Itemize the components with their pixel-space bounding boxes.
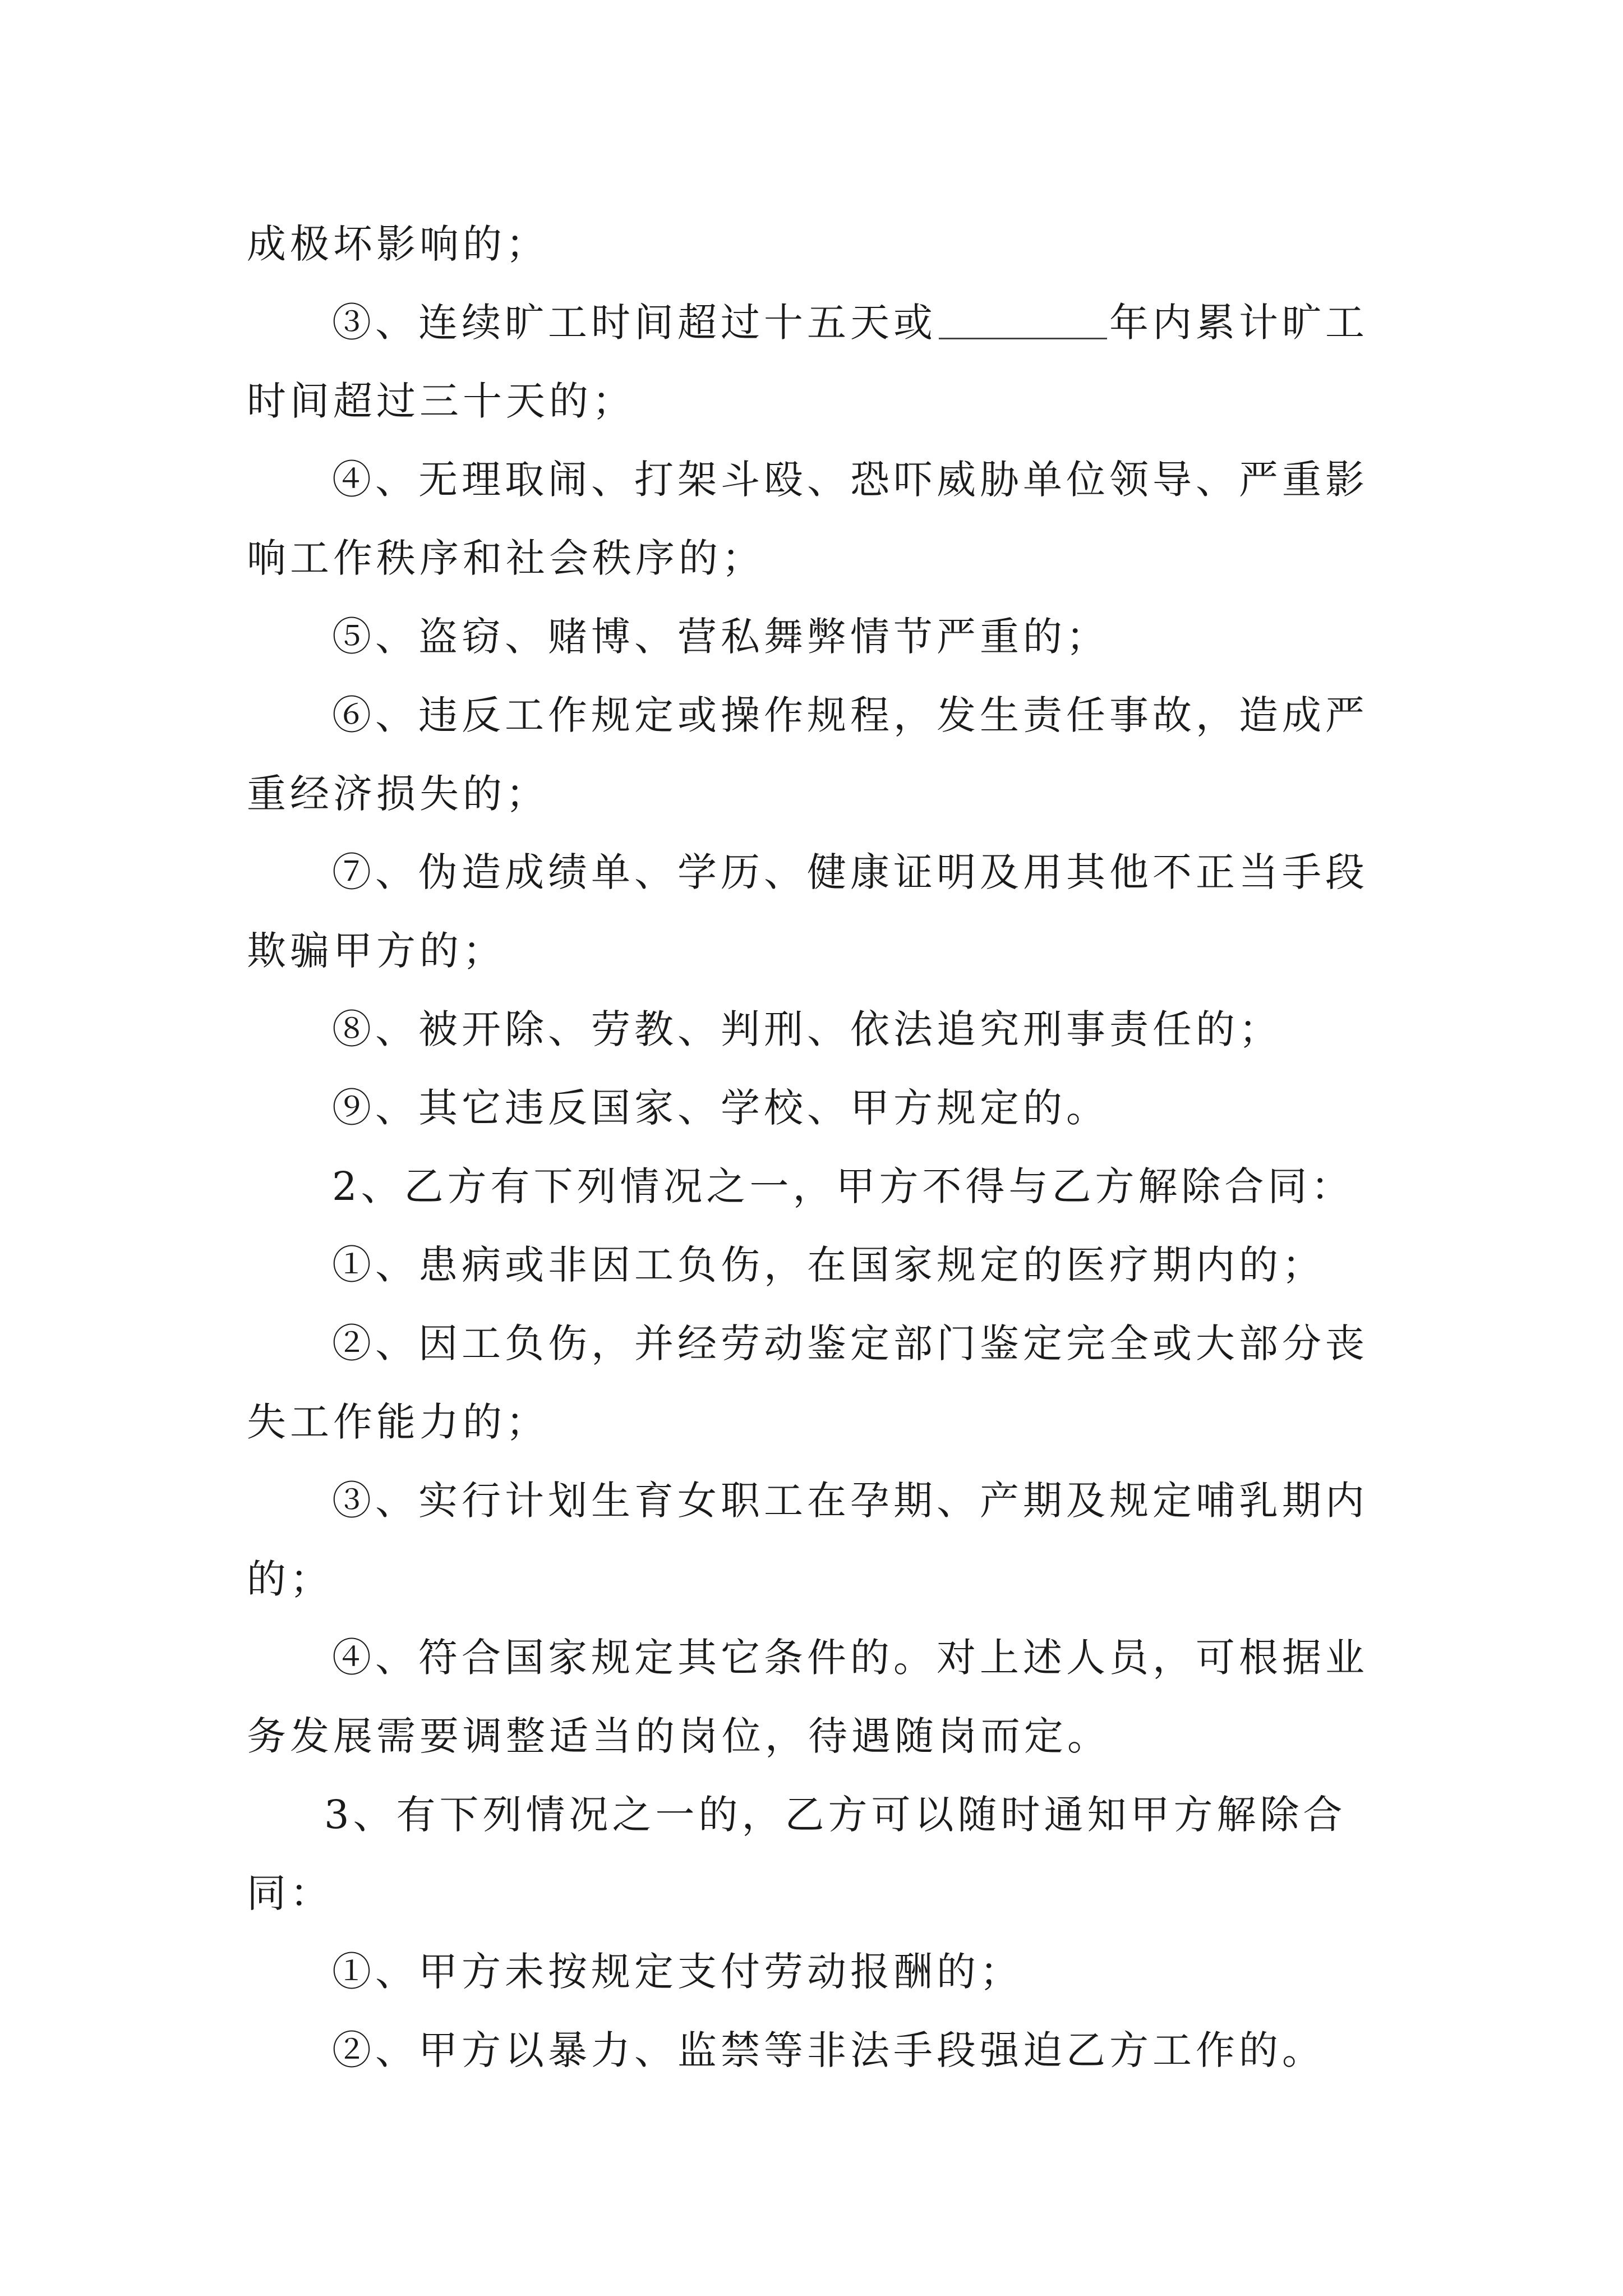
text-line (247, 2011, 1380, 2090)
text-line (247, 1775, 1380, 1854)
text-line (247, 1461, 1380, 1540)
paragraph-text: 成极坏影响的； (247, 221, 549, 267)
text-line (247, 1226, 1380, 1304)
paragraph-text: ⑦、伪造成绩单、学历、健康证明及用其他不正当手段 (332, 849, 1368, 895)
paragraph-text: 务发展需要调整适当的岗位，待遇随岗而定。 (247, 1713, 1110, 1759)
paragraph-text: 3、有下列情况之一的，乙方可以随时通知甲方解除合 (324, 1792, 1347, 1838)
text-line (247, 833, 1380, 912)
paragraph-text: 2、乙方有下列情况之一，甲方不得与乙方解除合同： (332, 1163, 1354, 1209)
paragraph-text: ⑨、其它违反国家、学校、甲方规定的。 (332, 1085, 1109, 1131)
text-line (247, 440, 1380, 519)
text-line (247, 990, 1380, 1069)
paragraph-text: ⑥、违反工作规定或操作规程，发生责任事故，造成严 (332, 692, 1368, 738)
text-line (247, 1147, 1380, 1226)
text-line (247, 597, 1380, 676)
text-line (247, 1304, 1380, 1383)
text-line (247, 362, 1380, 440)
paragraph-text: 年内累计旷工 (1109, 300, 1368, 346)
text-line (247, 676, 1380, 754)
paragraph-text: 时间超过三十天的； (247, 378, 635, 424)
text-line (247, 912, 1380, 990)
paragraph-text: 同： (247, 1870, 333, 1916)
paragraph-text: ②、因工负伤，并经劳动鉴定部门鉴定完全或大部分丧 (332, 1320, 1368, 1366)
text-line (247, 1932, 1380, 2011)
text-line (247, 1618, 1380, 1697)
paragraph-text: ③、连续旷工时间超过十五天或 (332, 300, 937, 346)
paragraph-text: 失工作能力的； (247, 1399, 549, 1445)
text-line (247, 519, 1380, 597)
paragraph-text: 的； (247, 1556, 333, 1602)
text-line (247, 205, 1380, 283)
text-line (247, 1383, 1380, 1461)
text-line (247, 1854, 1380, 1932)
fill-in-blank (939, 298, 1107, 339)
paragraph-text: ③、实行计划生育女职工在孕期、产期及规定哺乳期内 (332, 1478, 1368, 1524)
paragraph-text: 欺骗甲方的； (247, 928, 506, 974)
paragraph-text: ④、符合国家规定其它条件的。对上述人员，可根据业 (332, 1635, 1368, 1681)
document-body (247, 205, 1380, 2090)
paragraph-text: ①、甲方未按规定支付劳动报酬的； (332, 1949, 1023, 1995)
paragraph-text: ⑧、被开除、劳教、判刑、依法追究刑事责任的； (332, 1006, 1282, 1052)
paragraph-text: ②、甲方以暴力、监禁等非法手段强迫乙方工作的。 (332, 2027, 1325, 2073)
paragraph-text: ④、无理取闹、打架斗殴、恐吓威胁单位领导、严重影 (332, 457, 1368, 503)
paragraph-text: 重经济损失的； (247, 771, 549, 817)
paragraph-text: ⑤、盗窃、赌博、营私舞弊情节严重的； (332, 614, 1109, 660)
paragraph-text: 响工作秩序和社会秩序的； (247, 535, 765, 581)
text-line (247, 754, 1380, 833)
text-line (247, 1069, 1380, 1147)
text-line (247, 1697, 1380, 1775)
text-line (247, 283, 1380, 362)
text-line (247, 1540, 1380, 1618)
paragraph-text: ①、患病或非因工负伤，在国家规定的医疗期内的； (332, 1242, 1325, 1288)
